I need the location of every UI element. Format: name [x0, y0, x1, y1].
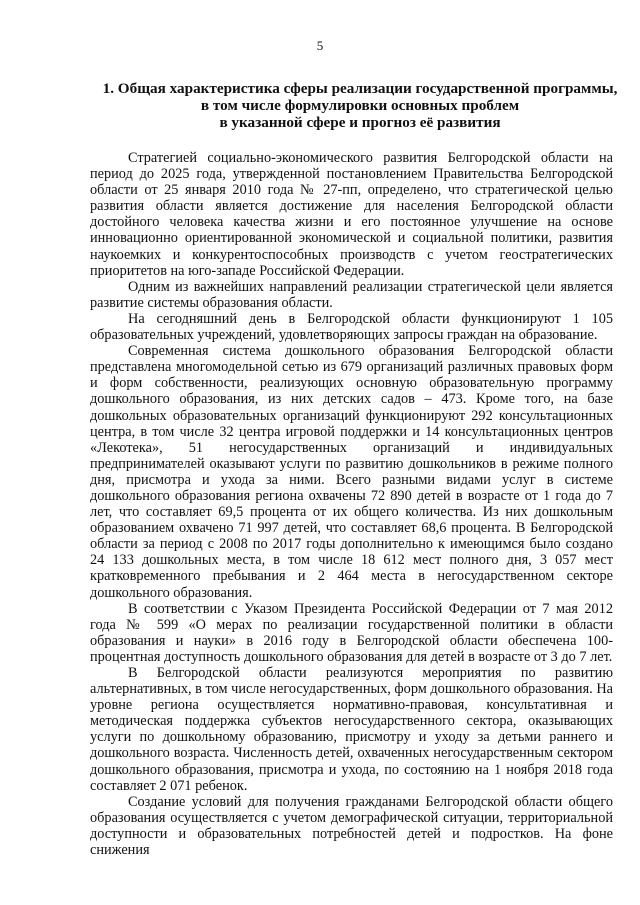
paragraph: На сегодняшний день в Белгородской области функционируют 1 105 образовательных учреждений, удовлетворяющих запросы граждан на образование. — [90, 310, 613, 344]
paragraph: Создание условий для получения гражданами Белгородской области общего образования осуществляется с учетом демографической ситуации, территориальной доступности и образовательных потребностей детей и подростков. На фоне снижения — [90, 793, 613, 859]
paragraph: В Белгородской области реализуются мероприятия по развитию альтернативных, в том числе негосударственных, форм дошкольного образования. На уровне региона осуществляется нормативно-правовая, консультативная и методическая поддержка субъектов негосударственного сектора, оказывающих услуги по дошкольному образованию, присмотру и уходу за детьми раннего и дошкольного возраста. Численность детей, охваченных негосударственным сектором дошкольного образования, присмотра и ухода, по состоянию на 1 ноября 2018 года составляет 2 071 ребенок. — [90, 665, 613, 794]
heading-line: в том числе формулировки основных проблем — [200, 97, 520, 114]
section-heading — [90, 80, 630, 131]
page-number: 5 — [316, 38, 324, 53]
heading-line: 1. Общая характеристика сферы реализации государственной программы, — [102, 80, 618, 97]
paragraph: В соответствии с Указом Президента Российской Федерации от 7 мая 2012 года № 599 «О мерах по реализации государственной политики в области образования и науки» в 2016 году в Белгородской области обеспечена 100-процентная доступность дошкольного образования для детей в возрасте от 3 до 7 лет. — [90, 600, 613, 665]
paragraph: Стратегией социально-экономического развития Белгородской области на период до 2025 года, утвержденной постановлением Правительства Белгородской области от 25 января 2010 года № 27-пп, определено, что стратегической целью развития области является достижение для населения Белгородской области достойного человека качества жизни и его постоянное улучшение на основе инновационно ориентированной экономической и социальной политики, развития наукоемких и конкурентоспособных производств с учетом геостратегических приоритетов на юго-западе Российской Федерации. — [90, 150, 613, 279]
paragraph: Современная система дошкольного образования Белгородской области представлена многомодельной сетью из 679 организаций различных правовых форм и форм собственности, реализующих основную образовательную программу дошкольного образования, из них детских садов – 473. Кроме того, на базе дошкольных образовательных организаций функционируют 292 консультационных центра, в том числе 32 центра игровой поддержки и 14 консультационных центров «Лекотека», 51 негосударственных организаций и индивидуальных предпринимателей оказывают услуги по развитию дошкольников в режиме полного дня, присмотра и ухода за ними. Всего разными видами услуг в системе дошкольного образования региона охвачены 72 890 детей в возрасте от 1 года до 7 лет, что составляет 69,5 процента от их общего количества. Из них дошкольным образованием охвачено 71 997 детей, что составляет 68,6 процента. В Белгородской области за период с 2008 по 2017 годы дополнительно к имеющимся было создано 24 133 дошкольных места, в том числе 18 612 мест полного дня, 3 057 мест кратковременного пребывания и 2 464 места в негосударственном секторе дошкольного образования. — [90, 343, 613, 601]
heading-line: в указанной сфере и прогноз её развития — [219, 114, 501, 131]
body-text — [90, 150, 613, 858]
paragraph: Одним из важнейших направлений реализации стратегической цели является развитие системы образования области. — [90, 278, 613, 311]
